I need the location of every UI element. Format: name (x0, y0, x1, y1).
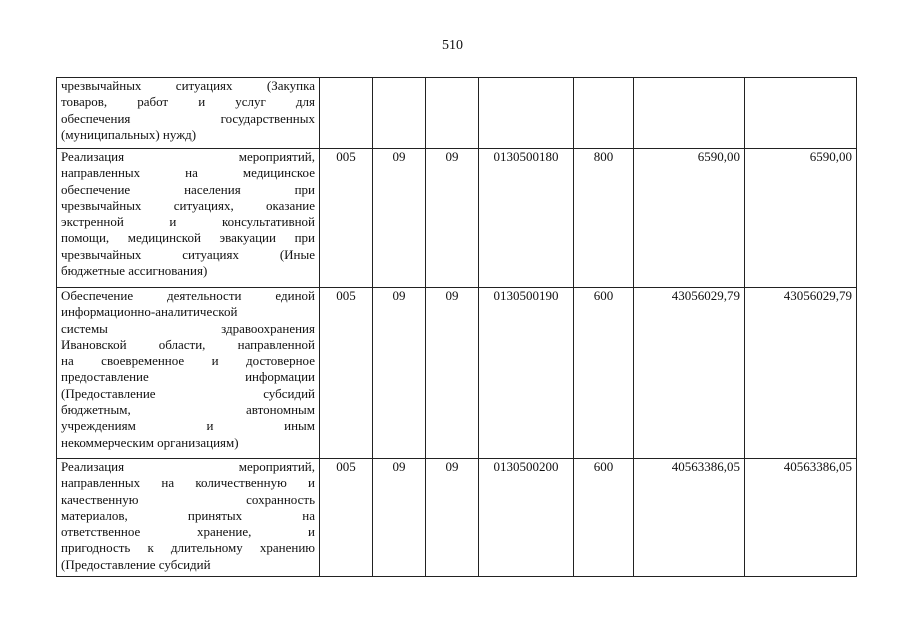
subsection-code-cell (426, 78, 479, 149)
expense-type-cell (574, 78, 634, 149)
expense-type-cell: 800 (574, 149, 634, 288)
description-line: ответственное хранение, и (61, 524, 315, 540)
description-line: пригодность к длительному хранению (61, 540, 315, 556)
ministry-code-cell: 005 (320, 149, 373, 288)
subsection-code-cell: 09 (426, 288, 479, 459)
description-line: Обеспечение деятельности единой (61, 288, 315, 303)
description-line: Реализация мероприятий, (61, 459, 315, 474)
description-line: качественную сохранность (61, 491, 315, 507)
description-line: обеспечение населения при (61, 181, 315, 197)
description-line: информационно-аналитической (61, 304, 238, 320)
expense-type-cell: 600 (574, 459, 634, 577)
description-line: Ивановской области, направленной (61, 336, 315, 352)
description-line: чрезвычайных ситуациях (Закупка (61, 78, 315, 93)
amount-cell (745, 78, 857, 149)
description-line: учреждениям и иным (61, 418, 315, 434)
description-line: обеспечения государственных (61, 110, 315, 126)
description-line: направленных на медицинское (61, 165, 315, 181)
budget-table (56, 77, 857, 577)
description-cell (57, 78, 320, 149)
amount-cell: 40563386,05 (745, 459, 857, 577)
description-line: направленных на количественную и (61, 475, 315, 491)
amount-cell: 43056029,79 (634, 288, 745, 459)
description-line: материалов, принятых на (61, 507, 315, 523)
section-code-cell: 09 (373, 288, 426, 459)
description-line: чрезвычайных ситуациях (Иные (61, 246, 315, 262)
description-line: на своевременное и достоверное (61, 353, 315, 369)
subsection-code-cell: 09 (426, 149, 479, 288)
target-article-cell: 0130500200 (479, 459, 574, 577)
ministry-code-cell: 005 (320, 459, 373, 577)
description-line: экстренной и консультативной (61, 214, 315, 230)
amount-cell: 43056029,79 (745, 288, 857, 459)
description-cell (57, 288, 320, 459)
description-line: некоммерческим организациям) (61, 434, 239, 450)
description-line: помощи, медицинской эвакуации при (61, 230, 315, 246)
section-code-cell (373, 78, 426, 149)
target-article-cell (479, 78, 574, 149)
description-cell (57, 459, 320, 577)
description-line: товаров, работ и услуг для (61, 94, 315, 110)
ministry-code-cell (320, 78, 373, 149)
description-line: (Предоставление субсидий (61, 385, 315, 401)
amount-cell: 6590,00 (745, 149, 857, 288)
description-line: (Предоставление субсидий (61, 556, 211, 572)
description-line: бюджетным, автономным (61, 402, 315, 418)
description-line: чрезвычайных ситуациях, оказание (61, 197, 315, 213)
subsection-code-cell: 09 (426, 459, 479, 577)
ministry-code-cell: 005 (320, 288, 373, 459)
table-row (57, 288, 857, 459)
expense-type-cell: 600 (574, 288, 634, 459)
description-line: предоставление информации (61, 369, 315, 385)
description-cell (57, 149, 320, 288)
table-row (57, 459, 857, 577)
description-line: Реализация мероприятий, (61, 149, 315, 164)
amount-cell (634, 78, 745, 149)
amount-cell: 40563386,05 (634, 459, 745, 577)
target-article-cell: 0130500190 (479, 288, 574, 459)
section-code-cell: 09 (373, 149, 426, 288)
table-row (57, 78, 857, 149)
table-row (57, 149, 857, 288)
description-line: системы здравоохранения (61, 320, 315, 336)
description-line: бюджетные ассигнования) (61, 263, 208, 279)
description-line: (муниципальных) нужд) (61, 126, 197, 142)
amount-cell: 6590,00 (634, 149, 745, 288)
target-article-cell: 0130500180 (479, 149, 574, 288)
section-code-cell: 09 (373, 459, 426, 577)
page-number: 510 (442, 38, 463, 53)
